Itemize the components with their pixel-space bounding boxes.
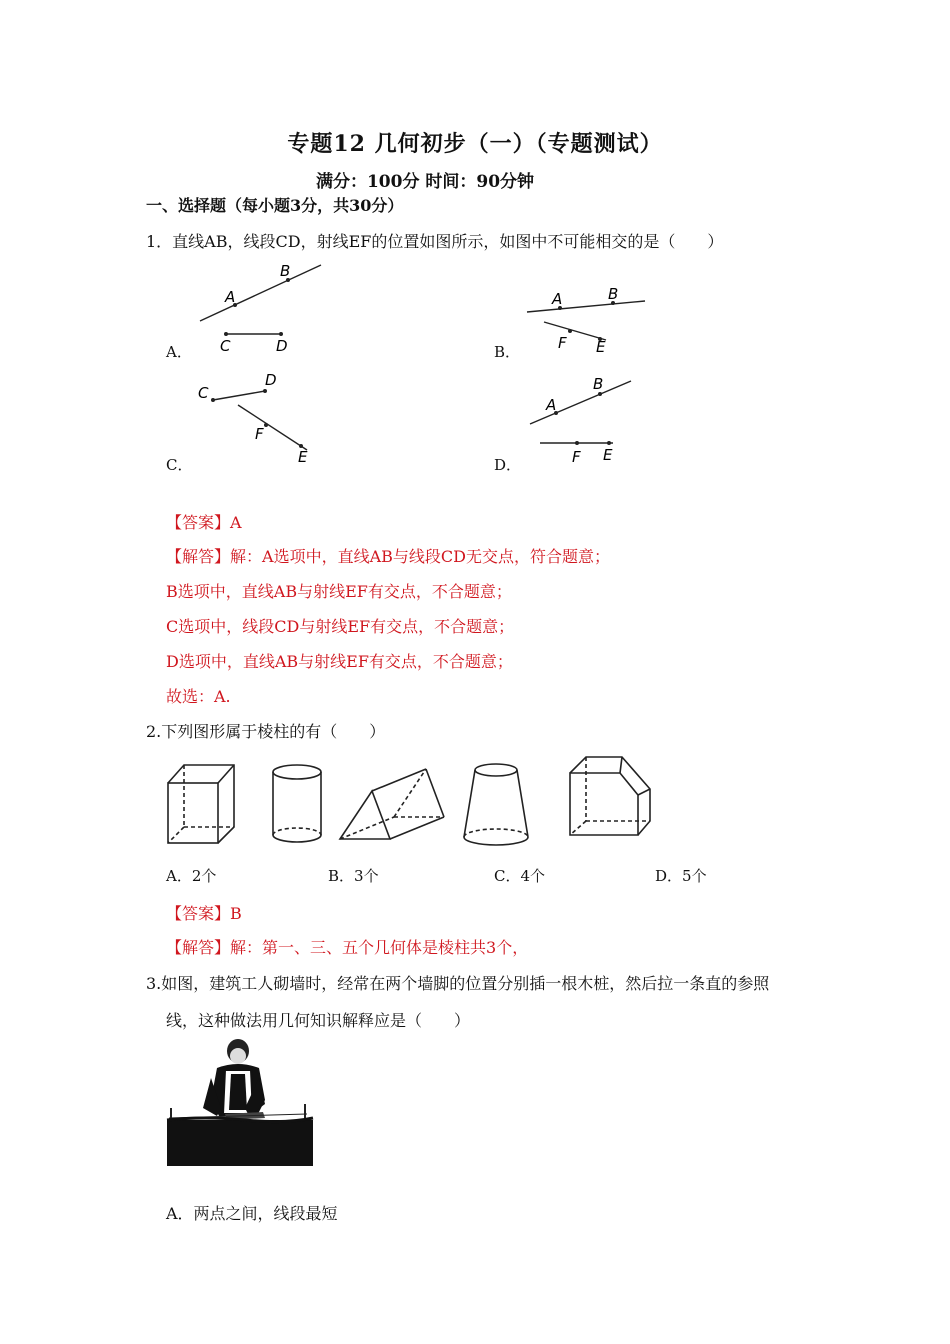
q1-solution-line-3: C选项中，线段CD与射线EF有交点，不合题意； (166, 617, 515, 636)
q1-option-b: B． (494, 343, 521, 361)
answer-value: B (230, 904, 242, 923)
fig-c-label-c: C (198, 384, 209, 402)
q2-option-c: C．4个 (494, 867, 546, 885)
fig-c-label-d: D (265, 371, 277, 389)
q1-solution-line-2: B选项中，直线AB与射线EF有交点，不合题意； (166, 582, 512, 601)
fig-d-label-b: B (593, 375, 604, 393)
q1-solution-line-5: 故选：A. (166, 687, 231, 706)
fig-d-label-e: E (603, 446, 613, 464)
solution-text: 解：A选项中，直线AB与线段CD无交点，符合题意； (230, 547, 610, 566)
fig-c-label-f: F (255, 425, 264, 443)
cube-solid (168, 765, 234, 843)
cylinder-solid (273, 765, 321, 842)
answer-tag: 【答案】 (166, 904, 231, 923)
q3-stem-line-1: 3.如图，建筑工人砌墙时，经常在两个墙脚的位置分别插一根木桩，然后拉一条直的参照 (146, 974, 770, 993)
solution-tag: 【解答】 (166, 547, 231, 566)
q1-solution-line-4: D选项中，直线AB与射线EF有交点，不合题意； (166, 652, 513, 671)
fig-a-label-c: C (220, 337, 231, 355)
fig-d-label-f: F (572, 448, 581, 466)
solution-text: 解：第一、三、五个几何体是棱柱共3个， (230, 938, 529, 957)
fig-a-label-b: B (280, 262, 291, 280)
document-title: 专题12 几何初步（一）（专题测试） (287, 131, 663, 157)
q1-figure-b (520, 282, 655, 357)
answer-tag: 【答案】 (166, 513, 231, 532)
q2-option-d: D．5个 (655, 867, 707, 885)
fig-b-label-f: F (558, 334, 567, 352)
fig-d-label-a: A (546, 396, 557, 414)
q1-option-d: D． (494, 456, 522, 474)
q3-stem-line-2: 线，这种做法用几何知识解释应是（ ） (166, 1011, 471, 1030)
bricklayer-illustration (165, 1038, 315, 1170)
fig-a-label-d: D (276, 337, 288, 355)
document-subtitle: 满分：100分 时间：90分钟 (315, 172, 535, 192)
q1-option-c: C． (166, 456, 193, 474)
q2-solution (166, 935, 528, 958)
section-heading: 一、选择题（每小题3分，共30分） (146, 196, 404, 215)
q2-solids-figure (160, 755, 660, 850)
q2-option-b: B．3个 (328, 867, 379, 885)
q1-stem: 1．直线AB，线段CD，射线EF的位置如图所示，如图中不可能相交的是（ ） (146, 232, 724, 251)
fig-b-label-a: A (552, 290, 563, 308)
q1-answer (166, 510, 242, 533)
q1-figure-d (528, 372, 638, 472)
frustum-solid (464, 764, 528, 845)
fig-b-label-e: E (596, 338, 606, 356)
fig-a-label-a: A (225, 288, 236, 306)
q2-stem: 2.下列图形属于棱柱的有（ ） (146, 722, 386, 741)
q1-solution-line-1 (166, 544, 610, 567)
solution-tag: 【解答】 (166, 938, 231, 957)
q3-option-a: A．两点之间，线段最短 (166, 1204, 338, 1223)
q2-option-a: A．2个 (166, 867, 217, 885)
triangular-prism-solid (340, 769, 444, 839)
q1-figure-c (195, 368, 325, 468)
pentagonal-prism-solid (570, 757, 650, 835)
q1-figure-a (190, 258, 330, 358)
q1-option-a: A． (166, 343, 192, 361)
answer-value: A (230, 513, 242, 532)
q2-answer (166, 901, 242, 924)
fig-c-label-e: E (298, 448, 308, 466)
fig-b-label-b: B (608, 285, 619, 303)
